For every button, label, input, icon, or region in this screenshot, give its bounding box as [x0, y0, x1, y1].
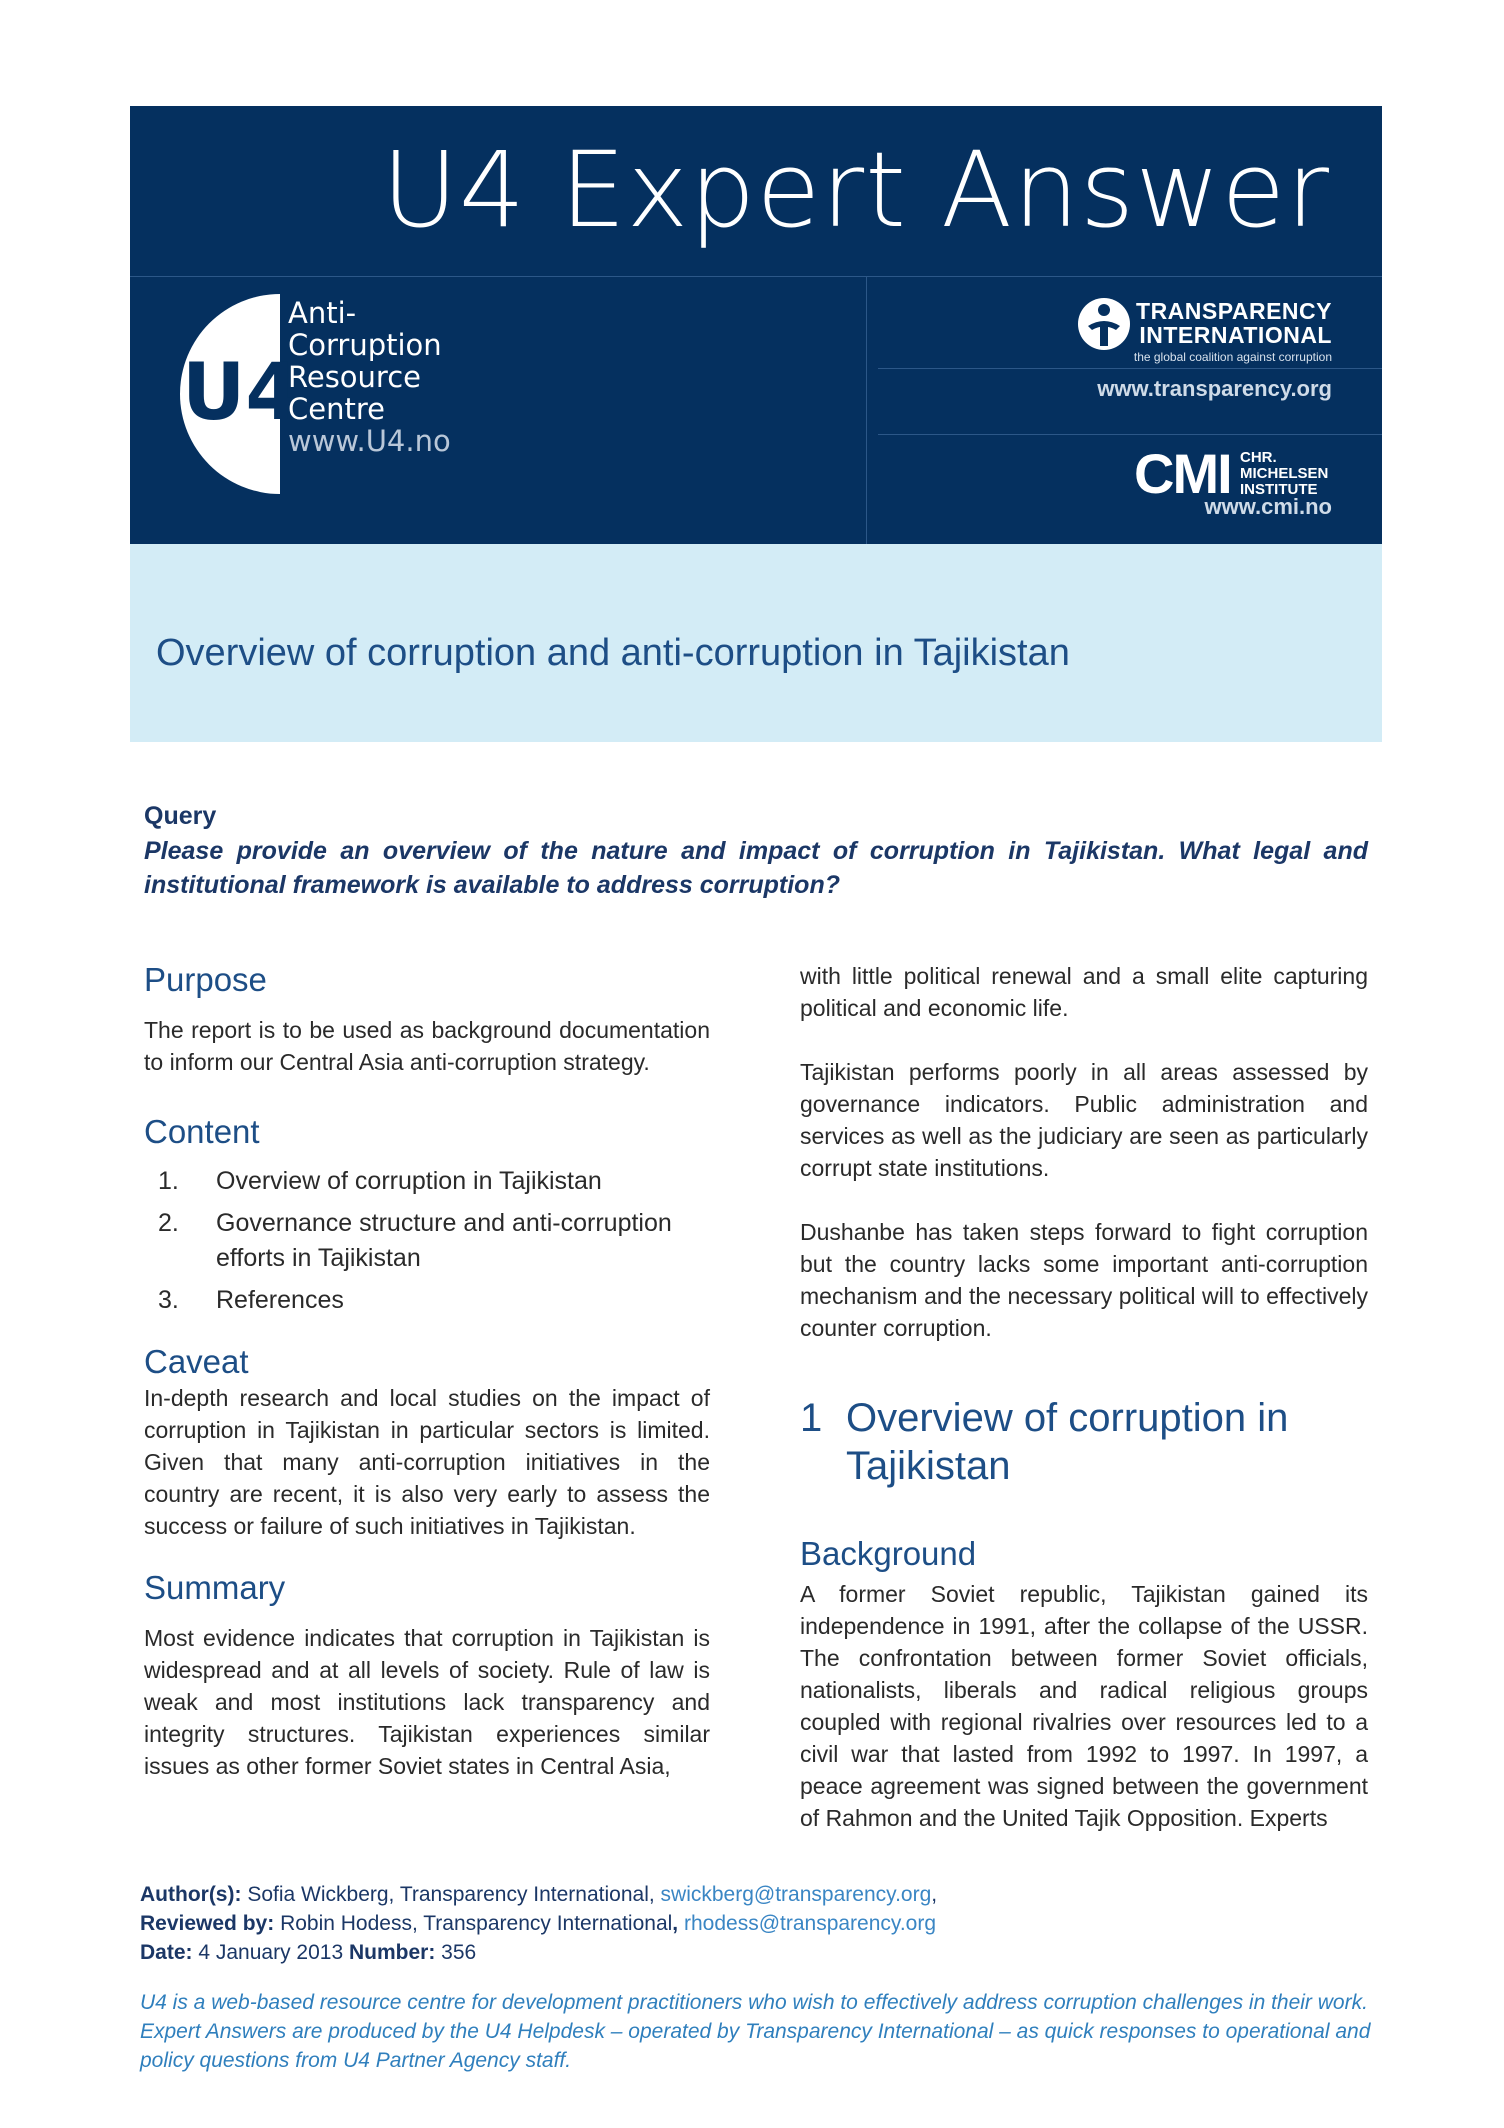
cmi-logo: CMI	[1134, 442, 1231, 505]
toc-item-number: 2.	[158, 1209, 179, 1237]
summary-continued-text: with little political renewal and a small elite capturing political and economic life.	[800, 963, 1368, 1021]
background-text: A former Soviet republic, Tajikistan gained its independence in 1991, after the collapse of the USSR. The confrontation between former Soviet officials, nationalists, liberals and radical religious groups coupled with regional rivalries over resources led to a civil war that lasted from 1992 to 1997. In 1997, a peace agreement was signed between the government of Rahmon and the United Tajik Opposition. Experts	[800, 1581, 1368, 1831]
toc-item-label: References	[216, 1286, 344, 1314]
summary-paragraph-2: Tajikistan performs poorly in all areas assessed by governance indicators. Public administration and services as well as the judiciary are seen as particularly corrupt state institutions.	[800, 1059, 1368, 1181]
reviewed-label: Reviewed by:	[140, 1912, 275, 1935]
author-trail: ,	[931, 1883, 938, 1906]
number-value: 356	[441, 1941, 477, 1964]
date-value: 4 January 2013	[198, 1941, 344, 1964]
toc-item-number: 3.	[158, 1286, 179, 1314]
header-divider	[130, 276, 1382, 277]
summary-paragraph-3: Dushanbe has taken steps forward to fight corruption but the country lacks some important anti-corruption mechanism and the necessary political will to effectively counter corruption.	[800, 1219, 1368, 1341]
ti-name-line-2: INTERNATIONAL	[1139, 322, 1332, 348]
header-divider-vertical	[866, 276, 867, 544]
background-heading: Background	[800, 1535, 977, 1572]
section-1-heading	[800, 1394, 1368, 1490]
ti-url-link[interactable]: www.transparency.org	[1097, 376, 1332, 401]
caveat-heading: Caveat	[144, 1343, 249, 1380]
u4-name-line-4: Centre	[288, 392, 385, 426]
ti-tagline: the global coalition against corruption	[1133, 350, 1332, 364]
toc-item[interactable]	[144, 1164, 710, 1199]
footer-meta	[140, 1880, 1380, 1967]
toc-item[interactable]	[144, 1283, 710, 1318]
summary-heading: Summary	[144, 1569, 286, 1606]
document-title: Overview of corruption and anti-corruption in Tajikistan	[156, 632, 1070, 674]
cmi-sub-line-1: CHR.	[1240, 449, 1277, 466]
u4-url: www.U4.no	[288, 424, 451, 458]
reviewer-line	[140, 1909, 1380, 1938]
query-label: Query	[144, 802, 217, 830]
content-list	[144, 1164, 710, 1318]
reviewed-text: Robin Hodess, Transparency International	[280, 1912, 673, 1935]
author-text: Sofia Wickberg, Transparency International,	[247, 1883, 655, 1906]
title-band	[130, 544, 1382, 742]
purpose-text: The report is to be used as background documentation to inform our Central Asia anti-corruption strategy.	[144, 1017, 710, 1075]
query-text: Please provide an overview of the nature and impact of corruption in Tajikistan. What legal and institutional framework is available to address corruption?	[144, 837, 1368, 899]
u4-name-line-3: Resource	[288, 360, 421, 394]
number-label: Number:	[348, 1941, 436, 1964]
toc-item-label: Governance structure and anti-corruption efforts in Tajikistan	[216, 1209, 672, 1272]
u4-name-line-1: Anti-	[288, 296, 357, 330]
u4-logo-text: U4	[182, 348, 300, 438]
summary-text: Most evidence indicates that corruption in Tajikistan is widespread and at all levels of society. Rule of law is weak and most institutions lack transparency and integrity structures. Tajikistan experiences similar issues as other former Soviet states in Central Asia,	[144, 1625, 710, 1779]
publication-title: U4 Expert Answer	[381, 129, 1330, 251]
header-divider-right-2	[878, 434, 1382, 435]
author-line	[140, 1880, 1380, 1909]
left-column	[144, 960, 710, 1782]
purpose-heading: Purpose	[144, 961, 267, 998]
ti-name-line-1: TRANSPARENCY	[1136, 298, 1332, 324]
section-1-number: 1	[800, 1396, 823, 1440]
date-label: Date:	[140, 1941, 193, 1964]
reviewer-email-link[interactable]: rhodess@transparency.org	[683, 1912, 937, 1935]
toc-item-number: 1.	[158, 1167, 179, 1195]
author-email-link[interactable]: swickberg@transparency.org	[660, 1883, 932, 1906]
date-line	[140, 1938, 1380, 1967]
header-divider-right-1	[878, 368, 1382, 369]
transparency-international-icon	[1076, 296, 1132, 352]
cmi-sub-line-2: MICHELSEN	[1240, 465, 1329, 482]
author-label: Author(s):	[140, 1883, 242, 1906]
cmi-url-link[interactable]: www.cmi.no	[1204, 494, 1332, 519]
reviewed-comma: ,	[672, 1912, 679, 1935]
u4-name-line-2: Corruption	[288, 328, 442, 362]
header-band	[130, 106, 1382, 544]
right-column	[800, 960, 1368, 1834]
cmi-sub-line-3: INSTITUTE	[1240, 481, 1318, 498]
caveat-text: In-depth research and local studies on the impact of corruption in Tajikistan in particular sectors is limited. Given that many anti-corruption initiatives in the country are recent, it is also very early to assess the success or failure of such initiatives in Tajikistan.	[144, 1385, 710, 1539]
footer-description: U4 is a web-based resource centre for development practitioners who wish to effectively address corruption challenges in their work. Expert Answers are produced by the U4 Helpdesk – operated by Transparency International – as quick responses to operational and policy questions from U4 Partner Agency staff.	[140, 1991, 1371, 2072]
section-1-title: Overview of corruption in Tajikistan	[846, 1396, 1289, 1488]
toc-item-label: Overview of corruption in Tajikistan	[216, 1167, 602, 1195]
content-heading: Content	[144, 1113, 260, 1150]
toc-item[interactable]	[144, 1206, 710, 1276]
